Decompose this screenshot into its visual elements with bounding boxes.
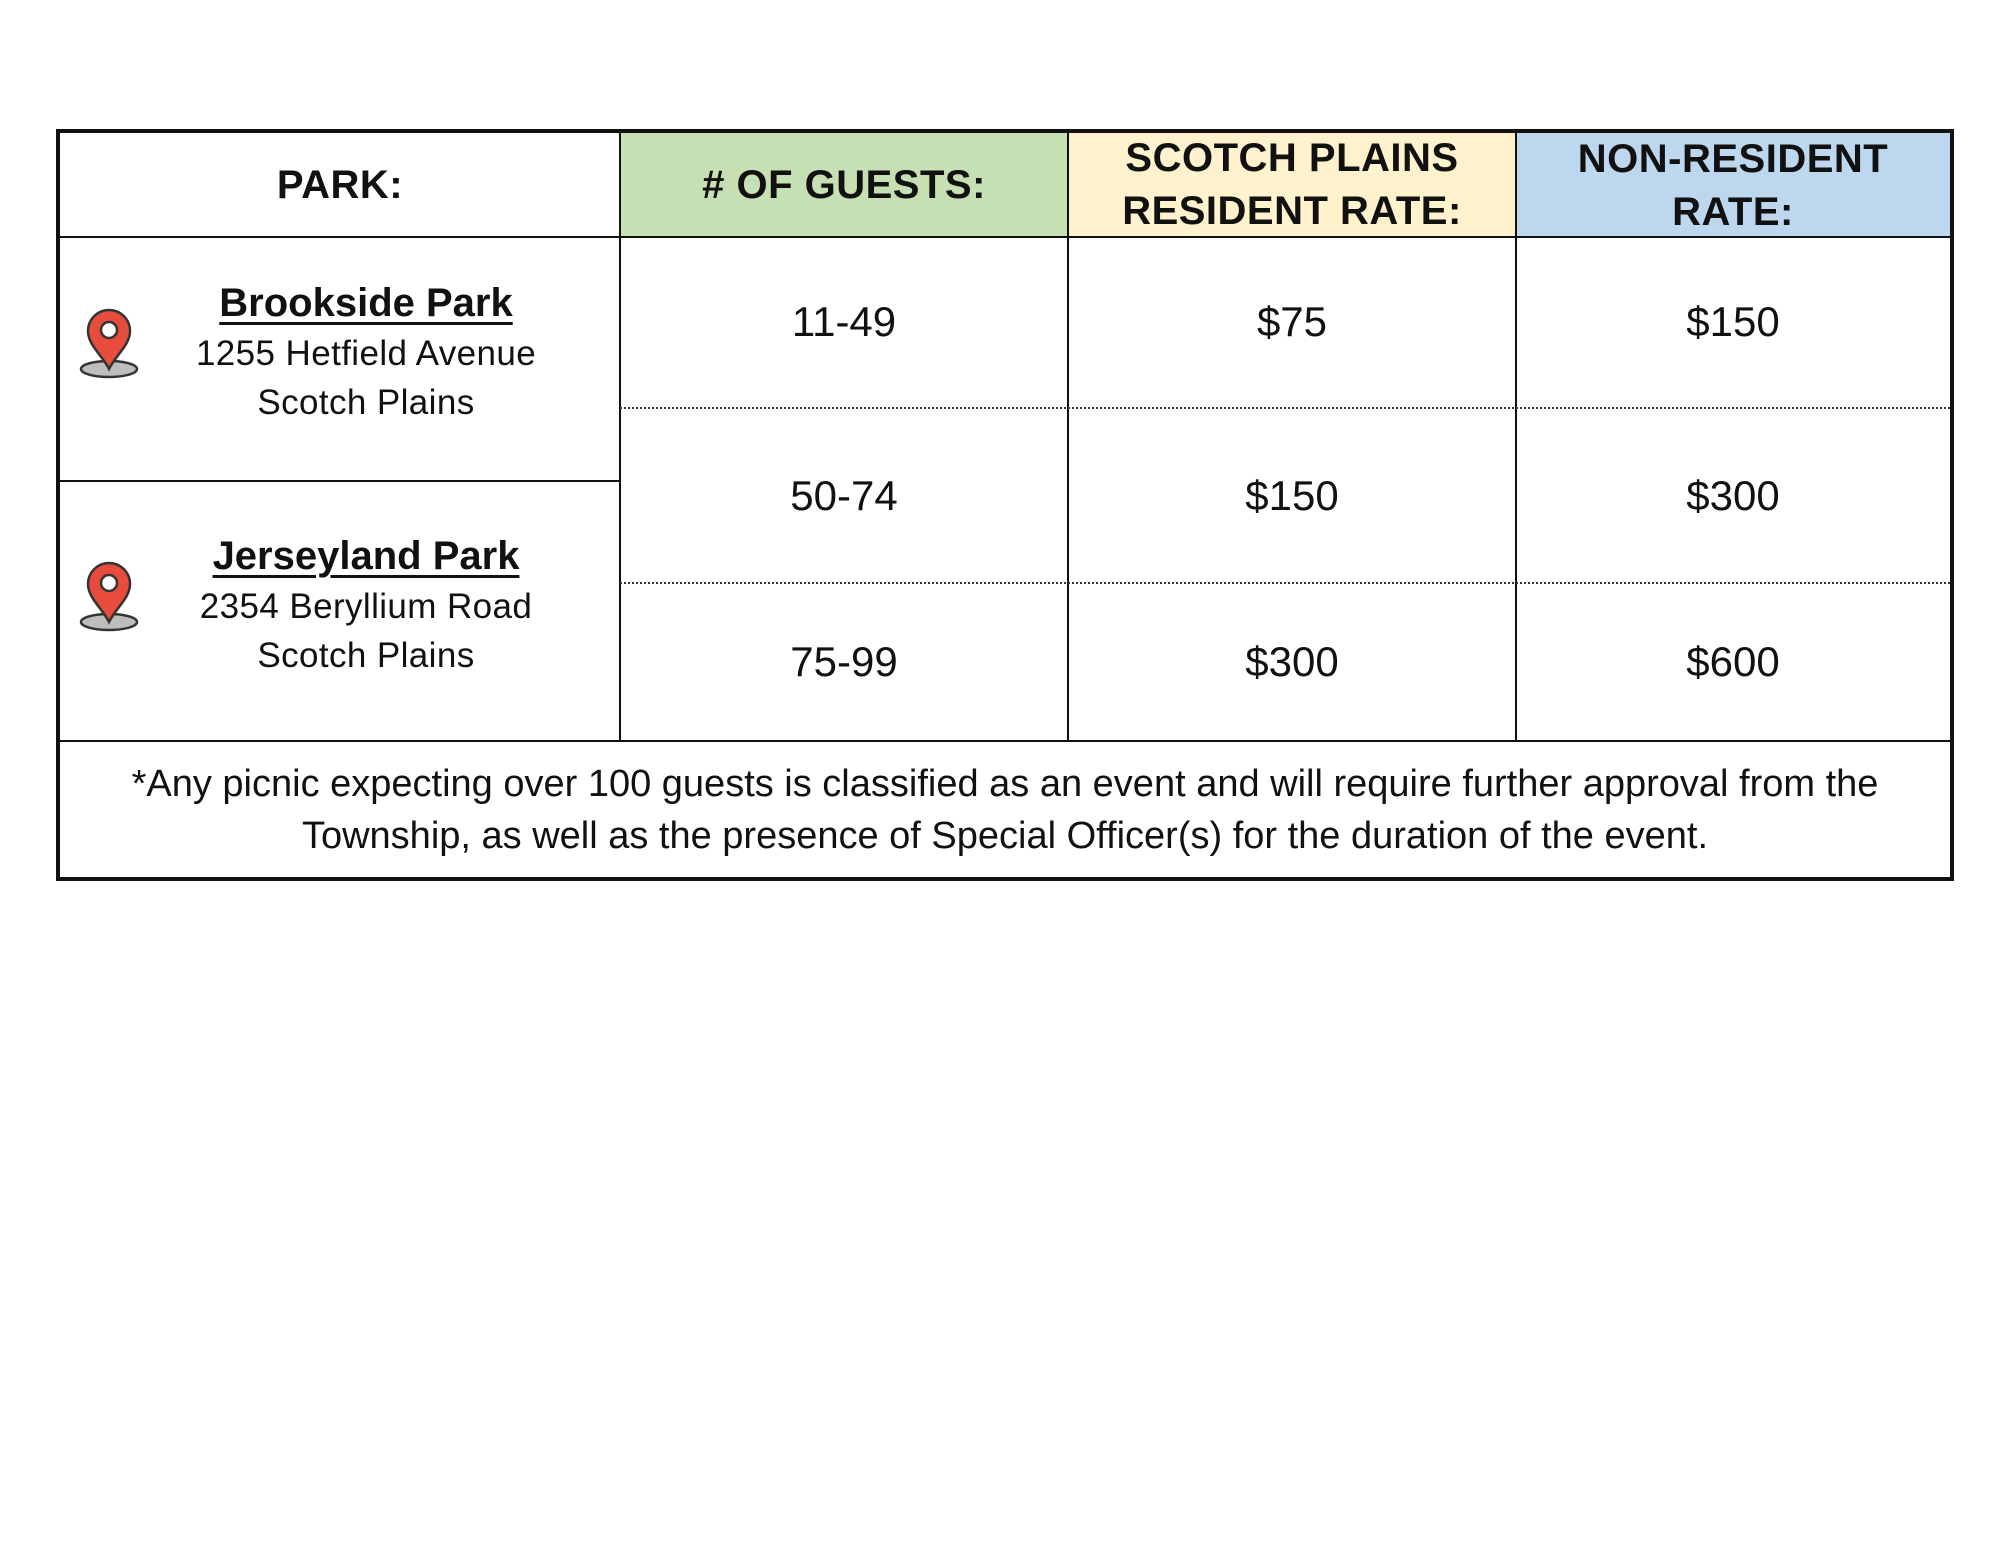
resident-rate-value: $300	[1245, 638, 1339, 685]
park-info	[168, 530, 564, 680]
nonresident-rate-cell	[1516, 237, 1950, 407]
park-info	[168, 277, 564, 427]
map-pin-icon	[78, 560, 140, 632]
nonresident-rate-cell	[1516, 409, 1950, 582]
resident-rate-cell	[1068, 409, 1516, 582]
map-pin-icon	[78, 307, 140, 379]
guests-value: 50-74	[790, 471, 898, 519]
park-name: Brookside Park	[219, 281, 513, 325]
park-town: Scotch Plains	[257, 636, 475, 675]
nonresident-rate-value: $150	[1686, 298, 1780, 345]
header-park	[60, 133, 620, 237]
resident-rate-cell	[1068, 584, 1516, 740]
park-name: Jerseyland Park	[212, 534, 520, 578]
footnote	[60, 742, 1950, 877]
resident-rate-value: $150	[1245, 471, 1339, 519]
header-resident-rate	[1068, 133, 1516, 237]
header-nonresident-rate	[1516, 133, 1950, 237]
park-address: 2354 Beryllium Road	[199, 587, 533, 626]
guests-value: 75-99	[790, 638, 898, 685]
guests-cell	[620, 409, 1068, 582]
nonresident-rate-value: $300	[1686, 471, 1780, 519]
park-cell-brookside	[60, 237, 620, 480]
header-nonresident-line2: RATE:	[1672, 189, 1794, 234]
nonresident-rate-cell	[1516, 584, 1950, 740]
footnote-text: *Any picnic expecting over 100 guests is classified as an event and will require further approval from the Township, as well as the presence of Special Officer(s) for the duration of the event.	[131, 762, 1879, 857]
park-town: Scotch Plains	[257, 383, 475, 422]
header-park-label: PARK:	[276, 162, 404, 207]
header-resident-line1: SCOTCH PLAINS	[1125, 136, 1459, 181]
resident-rate-cell	[1068, 237, 1516, 407]
guests-cell	[620, 584, 1068, 740]
guests-cell	[620, 237, 1068, 407]
header-resident-line2: RESIDENT RATE:	[1122, 189, 1462, 233]
guests-value: 11-49	[791, 298, 897, 345]
header-guests-label: # OF GUESTS:	[702, 162, 986, 207]
resident-rate-value: $75	[1256, 298, 1328, 345]
park-cell-jerseyland	[60, 482, 620, 740]
header-guests	[620, 133, 1068, 237]
park-address: 1255 Hetfield Avenue	[195, 334, 537, 373]
rate-table	[56, 129, 1954, 881]
header-nonresident-line1: NON-RESIDENT	[1577, 137, 1889, 181]
nonresident-rate-value: $600	[1686, 638, 1780, 685]
